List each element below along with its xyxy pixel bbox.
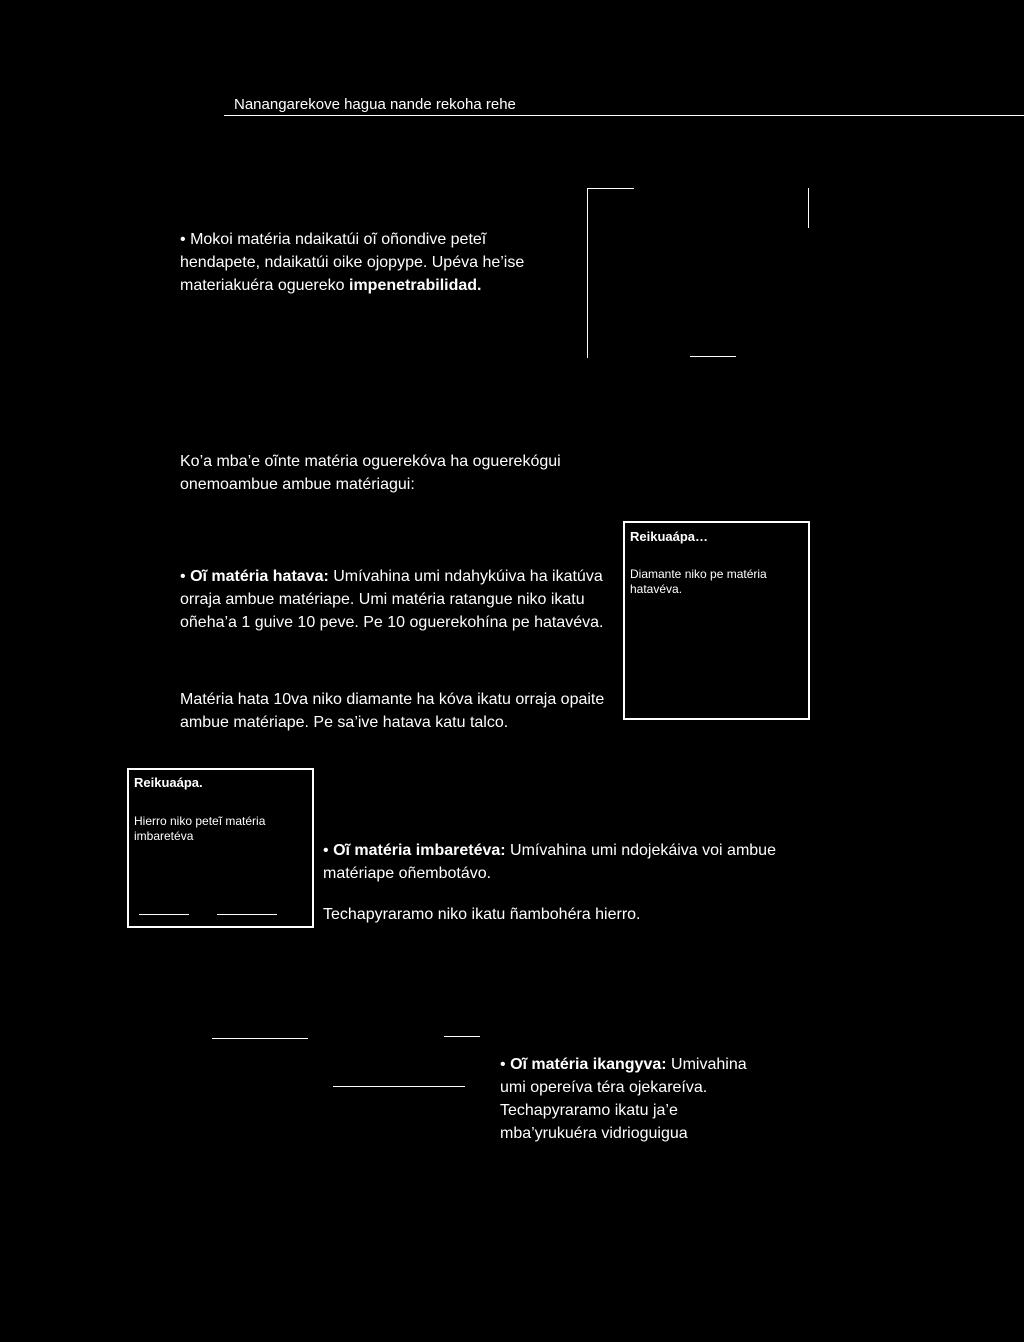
strong-term: Oĩ matéria imbaretéva:	[333, 842, 506, 859]
brittle-text: Umivahina umi opereíva téra ojekareíva. Techapyraramo ikatu ja’e mba’yrukuéra vidrioguigua	[500, 1056, 747, 1142]
info-box-text: Hierro niko peteĩ matéria imbaretéva	[134, 814, 266, 843]
hard-paragraph	[180, 565, 620, 634]
brittle-term: Oĩ matéria ikangyva:	[510, 1056, 667, 1073]
intro-text: Mokoi matéria ndaikatúi oĩ oñondive peteĩ hendapete, ndaikatúi oike ojopype. Upéva he’ise materiakuéra oguereko	[180, 231, 525, 294]
image-frame-right	[808, 188, 809, 228]
intro-paragraph	[180, 228, 570, 297]
info-box-title: Reikuaápa…	[630, 529, 709, 544]
strong-text: Umívahina umi ndojekáiva voi ambue matériape oñembotávo.	[323, 842, 776, 882]
info-box-text: Diamante niko pe matéria hatavéva.	[630, 567, 767, 596]
image-fragment-line	[139, 914, 189, 915]
bullet: •	[180, 568, 186, 585]
section-heading: Ko’a mba’e oĩnte matéria oguerekóva ha oguerekógui onemoambue ambue matériagui:	[180, 453, 561, 493]
header-rule	[224, 115, 1024, 116]
strong-example: Techapyraramo niko ikatu ñambohéra hierro.	[323, 906, 641, 923]
info-box-diamond	[623, 521, 810, 720]
hard-term: Oĩ matéria hatava:	[190, 568, 329, 585]
header-title: Nanangarekove hagua nande rekoha rehe	[234, 96, 516, 113]
image-fragment-line	[333, 1086, 465, 1087]
info-box-iron	[127, 768, 314, 928]
image-frame-top	[588, 188, 634, 189]
hard-example: Matéria hata 10va niko diamante ha kóva ikatu orraja opaite ambue matériape. Pe sa’ive hatava katu talco.	[180, 691, 605, 731]
bullet: •	[180, 231, 186, 248]
image-fragment-line	[212, 1038, 308, 1039]
image-frame-left	[587, 188, 588, 358]
bullet: •	[500, 1056, 506, 1073]
info-box-title: Reikuaápa.	[134, 775, 203, 790]
bullet: •	[323, 842, 329, 859]
strong-paragraph	[323, 839, 803, 885]
image-fragment-line	[444, 1036, 480, 1037]
brittle-paragraph	[500, 1053, 770, 1145]
image-fragment-line	[217, 914, 277, 915]
intro-term: impenetrabilidad.	[349, 277, 482, 294]
image-frame-bottom	[690, 356, 736, 357]
hard-text: Umívahina umi ndahykúiva ha ikatúva orraja ambue matériape. Umi matéria ratangue niko ikatu oñeha’a 1 guive 10 peve. Pe 10 oguerekohína pe hatavéva.	[180, 568, 604, 631]
